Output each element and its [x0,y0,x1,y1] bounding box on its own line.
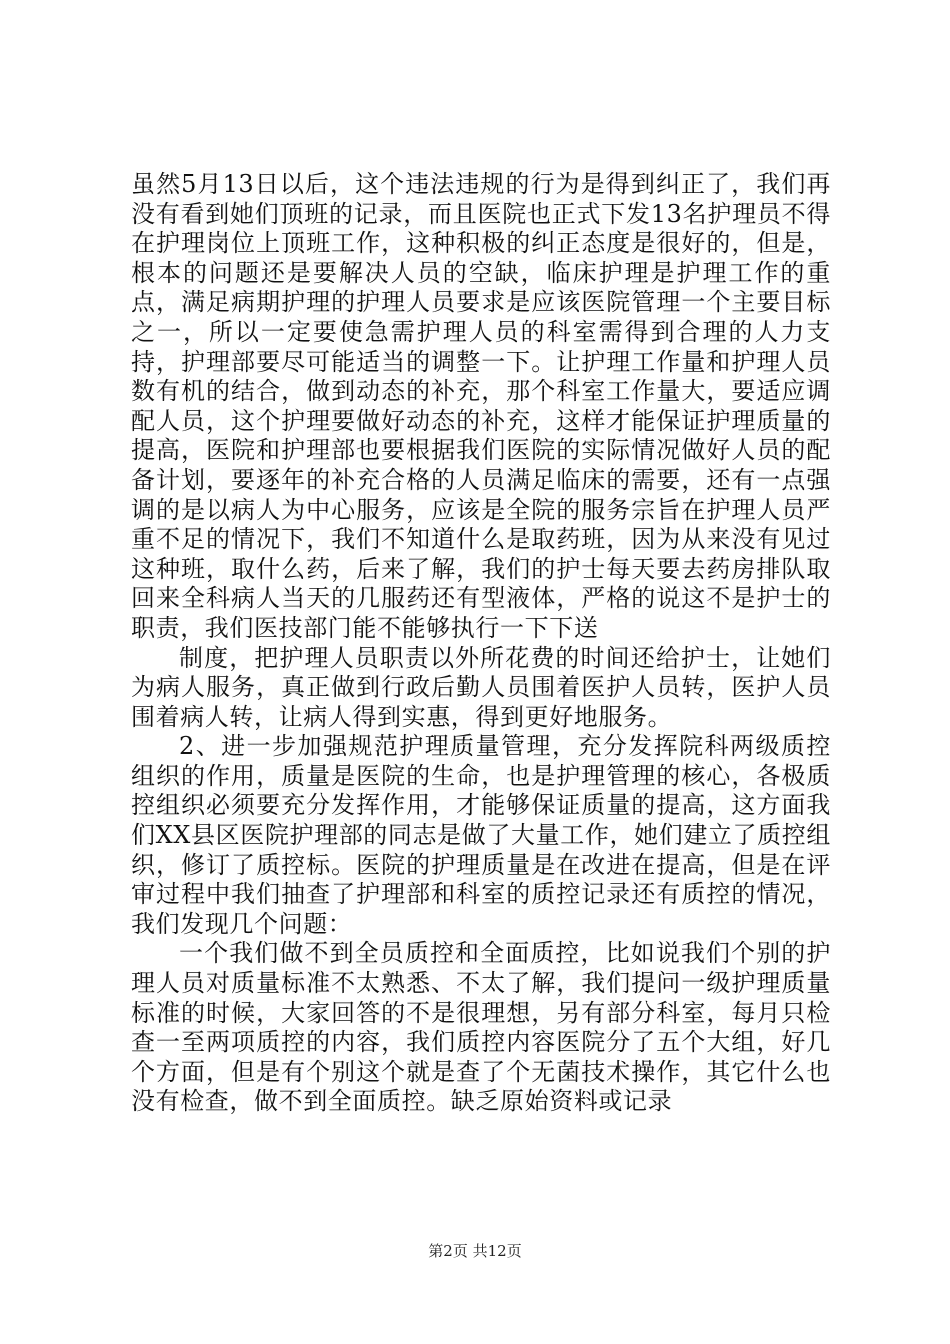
paragraph-4: 一个我们做不到全员质控和全面质控，比如说我们个别的护理人员对质量标准不太熟悉、不太了解，我们提问一级护理质量标准的时候，大家回答的不是很理想，另有部分科室，每月只检查一至两项质控的内容，我们质控内容医院分了五个大组，好几个方面，但是有个别这个就是查了个无菌技术操作，其它什么也没有检查，做不到全面质控。缺乏原始资料或记录 [131,939,831,1116]
page-number-footer: 第2页 共12页 [428,1242,522,1260]
paragraph-2: 制度，把护理人员职责以外所花费的时间还给护士，让她们为病人服务，真正做到行政后勤人员围着医护人员转，医护人员围着病人转，让病人得到实惠，得到更好地服务。 [131,643,831,731]
body-text [131,170,831,1117]
paragraph-3: 2、进一步加强规范护理质量管理，充分发挥院科两级质控组织的作用，质量是医院的生命，也是护理管理的核心，各极质控组织必须要充分发挥作用，才能够保证质量的提高，这方面我们XX县区医院护理部的同志是做了大量工作，她们建立了质控组织，修订了质控标。医院的护理质量是在改进在提高，但是在评审过程中我们抽查了护理部和科室的质控记录还有质控的情况，我们发现几个问题： [131,732,831,938]
paragraph-1: 虽然5月13日以后，这个违法违规的行为是得到纠正了，我们再没有看到她们顶班的记录，而且医院也正式下发13名护理员不得在护理岗位上顶班工作，这种积极的纠正态度是很好的，但是，根本的问题还是要解决人员的空缺，临床护理是护理工作的重点，满足病期护理的护理人员要求是应该医院管理一个主要目标之一，所以一定要使急需护理人员的科室需得到合理的人力支持，护理部要尽可能适当的调整一下。让护理工作量和护理人员数有机的结合，做到动态的补充，那个科室工作量大，要适应调配人员，这个护理要做好动态的补充，这样才能保证护理质量的提高，医院和护理部也要根据我们医院的实际情况做好人员的配备计划，要逐年的补充合格的人员满足临床的需要，还有一点强调的是以病人为中心服务，应该是全院的服务宗旨在护理人员严重不足的情况下，我们不知道什么是取药班，因为从来没有见过这种班，取什么药，后来了解，我们的护士每天要去药房排队取回来全科病人当天的几服药还有型液体，严格的说这不是护士的职责，我们医技部门能不能够执行一下下送 [131,170,831,642]
